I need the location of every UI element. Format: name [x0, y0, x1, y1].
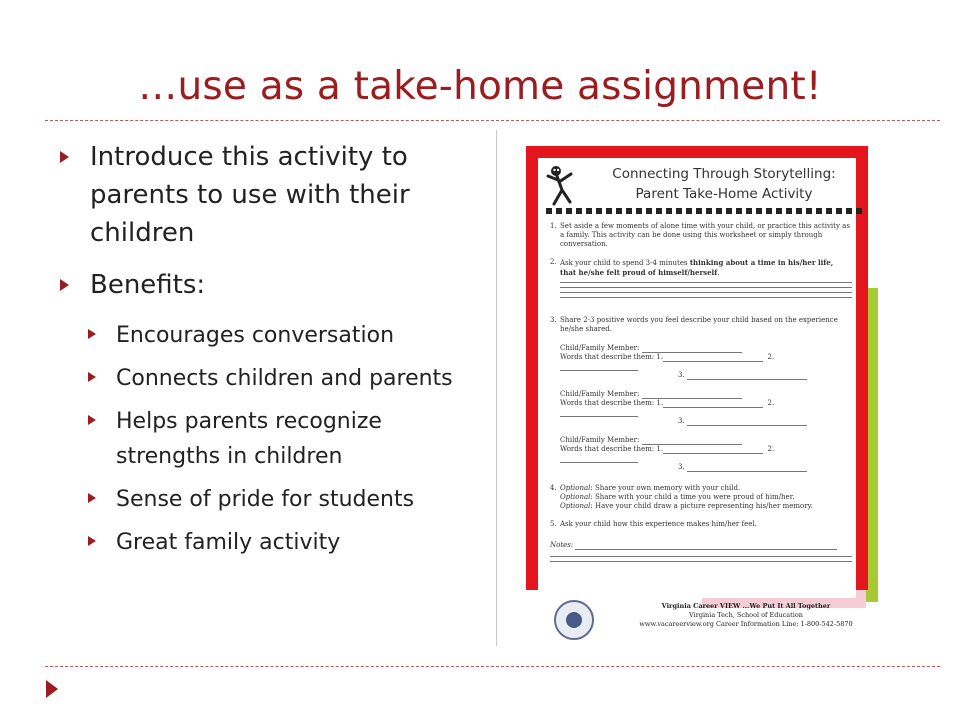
- write-line: [560, 282, 852, 283]
- sub-bullet: [58, 482, 478, 517]
- footer-divider: [45, 666, 940, 667]
- bullet-introduce: [58, 138, 478, 252]
- step-text: Share 2-3 positive words you feel describe your child based on the experience he/she shared.: [560, 316, 838, 333]
- member-label: Child/Family Member:: [560, 436, 640, 444]
- word-number: 2.: [767, 445, 775, 453]
- stick-figure-icon: [544, 164, 578, 208]
- bullet-benefits: [58, 266, 478, 304]
- worksheet-step-4: [550, 484, 850, 511]
- word-number: 3.: [678, 417, 685, 425]
- word-number: 2.: [767, 399, 775, 407]
- write-line: [560, 287, 852, 288]
- footer-line: Virginia Career VIEW ...We Put It All Together: [661, 602, 831, 610]
- optional-label: Optional: [560, 484, 591, 492]
- member-group: [550, 436, 850, 472]
- worksheet-heading-line2: Parent Take-Home Activity: [635, 186, 813, 202]
- bullet-list: [58, 138, 478, 568]
- bullet-arrow-icon: [60, 151, 69, 163]
- member-label: Child/Family Member:: [560, 344, 640, 352]
- optional-label: Optional: [560, 493, 591, 501]
- word-number: 3.: [678, 463, 685, 471]
- word-number: 2.: [767, 353, 775, 361]
- worksheet-paper: [538, 158, 856, 598]
- step-text: : Have your child draw a picture representing his/her memory.: [590, 502, 813, 510]
- sub-bullet-text: Encourages conversation: [116, 323, 395, 348]
- bullet-arrow-icon: [88, 536, 96, 546]
- step-text: : Share with your child a time you were proud of him/her.: [590, 493, 795, 501]
- step-text: : Share your own memory with your child.: [590, 484, 741, 492]
- write-line: [550, 561, 852, 562]
- worksheet-heading-line1: Connecting Through Storytelling:: [612, 166, 836, 182]
- sub-bullet: [58, 525, 478, 560]
- words-label: Words that describe them: 1.: [560, 353, 664, 361]
- member-group: [550, 390, 850, 426]
- bullet-arrow-icon: [88, 415, 96, 425]
- sub-bullet: [58, 318, 478, 353]
- worksheet-footer: [526, 598, 878, 646]
- step-number: 3.: [550, 316, 557, 324]
- sub-bullet-text: Sense of pride for students: [116, 487, 415, 512]
- column-divider: [496, 130, 497, 646]
- worksheet-step-2: [550, 258, 850, 278]
- worksheet-body: [550, 222, 850, 566]
- bullet-text: Introduce this activity to parents to use with their children: [90, 142, 410, 248]
- slide-title: …use as a take-home assignment!: [138, 64, 822, 109]
- write-line: [560, 297, 852, 298]
- footer-line: www.vacareerview.org Career Information Line: 1-800-542-5870: [639, 620, 853, 628]
- worksheet-image: [526, 146, 878, 646]
- title-divider: [45, 120, 940, 121]
- bullet-arrow-icon: [60, 279, 69, 291]
- step-number: 2.: [550, 258, 557, 266]
- worksheet-heading: [594, 164, 854, 204]
- sub-bullet-text: Connects children and parents: [116, 366, 453, 391]
- bullet-text: Benefits:: [90, 270, 206, 300]
- step-number: 4.: [550, 484, 557, 492]
- bullet-arrow-icon: [88, 372, 96, 382]
- step-text-bold: thinking about a time in his/her life, that he/she felt proud of himself/herself: [560, 258, 834, 277]
- member-group: [550, 344, 850, 380]
- write-line: [560, 292, 852, 293]
- notes-label: Notes:: [550, 541, 574, 549]
- worksheet-dotted-rule: [546, 208, 862, 214]
- notes-row: [550, 541, 850, 550]
- footer-line: Virginia Tech, School of Education: [689, 611, 803, 619]
- career-view-seal-icon: [554, 600, 594, 640]
- words-label: Words that describe them: 1.: [560, 445, 664, 453]
- word-number: 3.: [678, 371, 685, 379]
- worksheet-step-5: [550, 520, 850, 529]
- step-number: 1.: [550, 222, 557, 230]
- optional-label: Optional: [560, 502, 591, 510]
- step-text: Ask your child how this experience makes him/her feel.: [560, 520, 757, 528]
- sub-bullet: [58, 361, 478, 396]
- bullet-arrow-icon: [88, 329, 96, 339]
- step-text: Set aside a few moments of alone time with your child, or practice this activity as a family. This activity can be done using this worksheet or simply through conversation.: [560, 222, 850, 248]
- worksheet-step-3: [550, 316, 850, 334]
- member-label: Child/Family Member:: [560, 390, 640, 398]
- slide-corner-arrow-icon: [46, 680, 58, 698]
- worksheet-footer-text: [616, 602, 876, 629]
- worksheet-step-1: [550, 222, 850, 249]
- words-label: Words that describe them: 1.: [560, 399, 664, 407]
- write-line: [550, 556, 852, 557]
- sub-bullet-text: Great family activity: [116, 530, 341, 555]
- step-text: Ask your child to spend 3-4 minutes: [560, 259, 690, 267]
- step-number: 5.: [550, 520, 557, 528]
- sub-bullet: [58, 404, 478, 474]
- step-text: .: [717, 269, 720, 277]
- bullet-arrow-icon: [88, 493, 96, 503]
- sub-bullet-text: Helps parents recognize strengths in children: [116, 409, 382, 469]
